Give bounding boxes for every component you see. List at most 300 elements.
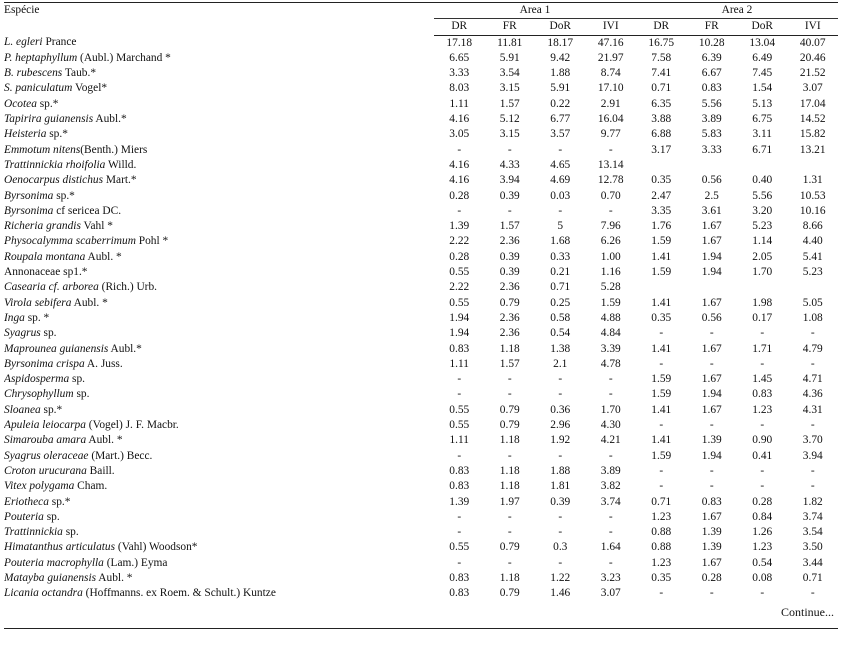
species-name-cell [4,586,434,601]
col-header-fr-area2: FR [687,19,738,35]
value-cell [788,158,839,173]
species-author: sp.* [53,189,75,202]
value-cell: 20.46 [799,51,826,64]
value-cell: - [558,449,563,462]
value-cell: 1.23 [752,403,773,416]
value-cell: 2.91 [600,97,621,110]
species-italic-name: L. egleri [4,36,43,49]
value-cell: 5.56 [752,189,773,202]
value-cell: 1.59 [651,388,672,401]
value-cell: 0.79 [499,403,520,416]
value-cell: 7.96 [600,220,621,233]
species-name-cell [4,51,434,66]
value-cell: 0.84 [752,510,773,523]
species-italic-name: Ocotea [4,97,37,110]
value-cell: - [709,357,714,370]
species-italic-name: Byrsonima crispa [4,357,85,370]
value-cell: 1.41 [651,250,672,263]
table-row [4,112,838,127]
value-cell: - [558,556,563,569]
value-cell: 2.36 [499,235,520,248]
table-row [4,173,838,188]
table-row [4,433,838,448]
value-cell: 0.83 [449,464,470,477]
value-cell: 1.98 [752,296,773,309]
species-name-cell [4,433,434,448]
value-cell: - [457,449,462,462]
col-header-dr-area1: DR [434,19,485,35]
value-cell: 1.57 [499,97,520,110]
value-cell: 0.83 [449,480,470,493]
value-cell: 17.04 [799,97,826,110]
value-cell: 0.36 [550,403,571,416]
value-cell: 3.33 [449,67,470,80]
value-cell: 6.75 [752,113,773,126]
species-italic-name: Croton urucurana [4,464,87,477]
value-cell: 3.94 [499,174,520,187]
value-cell: 1.11 [449,434,469,447]
table-row [4,219,838,234]
value-cell: - [457,143,462,156]
value-cell: 0.83 [701,82,722,95]
value-cell: - [709,419,714,432]
value-cell: 1.67 [701,556,722,569]
value-cell: 0.39 [499,250,520,263]
value-cell: 1.76 [651,220,672,233]
value-cell [687,280,738,295]
species-name-cell [4,326,434,341]
species-italic-name: Syagrus oleraceae [4,449,89,462]
value-cell: 6.77 [550,113,571,126]
value-cell: 17.18 [446,36,473,49]
table-row [4,66,838,81]
table-row [4,449,838,464]
table-body [4,35,838,601]
continue-label: Continue... [781,605,834,619]
value-cell: 8.74 [600,67,621,80]
species-author: Baill. [86,464,115,477]
species-italic-name: Himatanthus articulatus [4,541,116,554]
value-cell: 7.58 [651,51,672,64]
table-row [4,571,838,586]
value-cell: 1.39 [449,495,470,508]
value-cell: 4.31 [802,403,823,416]
species-italic-name: Pouteria [4,510,44,523]
value-cell: 1.67 [701,510,722,523]
col-header-dr-area2: DR [636,19,687,35]
value-cell: 6.39 [701,51,722,64]
value-cell: 0.88 [651,541,672,554]
value-cell: 2.1 [553,357,568,370]
value-cell: 1.23 [651,556,672,569]
value-cell: 0.79 [499,296,520,309]
value-cell: - [760,327,765,340]
value-cell: 21.52 [799,67,826,80]
value-cell: 18.17 [547,36,574,49]
value-cell: 6.26 [600,235,621,248]
species-author: Vahl * [80,220,113,233]
value-cell: 40.07 [799,36,826,49]
value-cell: 12.78 [597,174,624,187]
value-cell: 0.58 [550,311,571,324]
value-cell: - [810,480,815,493]
species-name-cell [4,35,434,51]
value-cell: 0.83 [701,495,722,508]
value-cell: - [608,143,613,156]
value-cell: 0.35 [651,571,672,584]
species-name-cell [4,495,434,510]
value-cell: 0.55 [449,419,470,432]
species-author: (Lam.) Eyma [103,556,168,569]
table-row [4,586,838,601]
value-cell: 0.28 [449,189,470,202]
value-cell: - [507,510,512,523]
value-cell: 0.39 [499,266,520,279]
species-italic-name: Maprounea guianensis [4,342,109,355]
value-cell [636,280,687,295]
species-name-cell [4,265,434,280]
value-cell: - [810,464,815,477]
table-row [4,311,838,326]
value-cell: - [457,373,462,386]
species-author: cf sericea DC. [53,204,122,217]
species-author: (Rich.) Urb. [98,281,158,294]
value-cell: 1.41 [651,342,672,355]
value-cell: - [760,464,765,477]
value-cell: 1.31 [802,174,823,187]
species-name-cell [4,479,434,494]
value-cell: - [709,464,714,477]
value-cell: - [608,449,613,462]
species-author: sp. [43,510,60,523]
value-cell: 0.79 [499,541,520,554]
value-cell: 2.05 [752,250,773,263]
species-italic-name: B. rubescens [4,67,63,80]
value-cell: 21.97 [597,51,624,64]
value-cell: 5.13 [752,97,773,110]
value-cell: 0.3 [553,541,568,554]
value-cell: 4.69 [550,174,571,187]
species-author: (Mart.) Becc. [88,449,153,462]
value-cell: 1.67 [701,342,722,355]
table-row [4,189,838,204]
species-name-cell [4,418,434,433]
value-cell: 6.35 [651,97,672,110]
value-cell: 4.88 [600,311,621,324]
value-cell: - [810,587,815,600]
species-author: Aubl. * [85,250,122,263]
value-cell: 4.40 [802,235,823,248]
value-cell: 0.25 [550,296,571,309]
value-cell: 0.83 [449,342,470,355]
value-cell: - [558,143,563,156]
species-name-cell [4,296,434,311]
value-cell: 5.91 [550,82,571,95]
value-cell: 3.35 [651,204,672,217]
species-author: Cham. [74,480,108,493]
value-cell: 1.54 [752,82,773,95]
value-cell: 3.82 [600,480,621,493]
value-cell: 4.36 [802,388,823,401]
value-cell: 1.67 [701,403,722,416]
table-row [4,387,838,402]
value-cell: 0.79 [499,587,520,600]
value-cell: 3.61 [701,204,722,217]
species-author: A. Juss. [84,357,123,370]
value-cell: 4.78 [600,357,621,370]
species-italic-name: Byrsonima [4,189,54,202]
species-italic-name: Virola sebifera [4,296,72,309]
value-cell: - [659,357,664,370]
value-cell: - [810,419,815,432]
species-italic-name: Simarouba amara [4,434,87,447]
value-cell: 1.59 [651,449,672,462]
value-cell: 13.04 [749,36,776,49]
value-cell: 1.18 [499,480,520,493]
value-cell: - [558,510,563,523]
value-cell: 3.54 [499,67,520,80]
value-cell: 1.59 [651,235,672,248]
species-name-cell [4,525,434,540]
table-row [4,418,838,433]
value-cell: 5.28 [600,281,621,294]
value-cell: - [608,526,613,539]
species-name-cell [4,66,434,81]
value-cell: 0.28 [449,250,470,263]
value-cell: 3.39 [600,342,621,355]
value-cell: 8.03 [449,82,470,95]
value-cell: 10.53 [799,189,826,202]
value-cell: 0.55 [449,296,470,309]
value-cell: - [709,480,714,493]
value-cell: - [608,204,613,217]
value-cell: 3.15 [499,82,520,95]
value-cell: 0.55 [449,541,470,554]
value-cell: - [608,556,613,569]
table-row [4,296,838,311]
value-cell: 0.39 [550,495,571,508]
value-cell: 0.56 [701,174,722,187]
value-cell: 1.26 [752,526,773,539]
species-name-cell [4,571,434,586]
value-cell: 1.18 [499,464,520,477]
value-cell: - [507,526,512,539]
value-cell: 13.21 [799,143,826,156]
value-cell: 17.10 [597,82,624,95]
value-cell: 4.21 [600,434,621,447]
species-italic-name: Vitex polygama [4,480,75,493]
value-cell: 1.68 [550,235,571,248]
value-cell: 0.54 [752,556,773,569]
value-cell: 3.07 [802,82,823,95]
value-cell: 4.79 [802,342,823,355]
value-cell: 1.81 [550,480,571,493]
value-cell: 1.92 [550,434,571,447]
value-cell: 0.71 [651,495,672,508]
species-name-cell [4,143,434,158]
species-author: (Benth.) Miers [80,143,148,156]
species-author: Aubl. * [71,296,108,309]
value-cell: - [457,526,462,539]
species-name-cell [4,81,434,96]
table-row [4,35,838,51]
value-cell: 1.39 [449,220,470,233]
value-cell: 3.44 [802,556,823,569]
species-column-header: Espécie [4,4,40,16]
species-name-cell [4,510,434,525]
value-cell: 3.15 [499,128,520,141]
value-cell: 1.97 [499,495,520,508]
value-cell: 0.83 [752,388,773,401]
species-author: Aubl. * [96,571,133,584]
value-cell: 14.52 [799,113,826,126]
species-italic-name: Trattinnickia [4,526,63,539]
value-cell: 1.22 [550,571,571,584]
value-cell: 16.75 [648,36,675,49]
table-row [4,143,838,158]
value-cell: 6.88 [651,128,672,141]
value-cell: 6.49 [752,51,773,64]
value-cell: 1.57 [499,220,520,233]
species-author: Pohl * [135,235,169,248]
value-cell: 13.14 [597,158,624,171]
value-cell: - [457,510,462,523]
species-name-cell [4,372,434,387]
value-cell: 4.16 [449,113,470,126]
value-cell: - [709,327,714,340]
species-author: (Vogel) J. F. Macbr. [85,419,179,432]
value-cell: 0.41 [752,449,773,462]
value-cell: 0.35 [651,174,672,187]
value-cell: 0.55 [449,266,470,279]
species-author: (Aubl.) Marchand * [77,51,171,64]
value-cell: - [507,388,512,401]
value-cell: - [457,556,462,569]
value-cell: - [659,419,664,432]
value-cell: 0.83 [449,571,470,584]
value-cell: 1.57 [499,357,520,370]
value-cell: 4.33 [499,158,520,171]
species-author: Aubl.* [108,342,142,355]
value-cell: 2.22 [449,281,470,294]
species-italic-name: Eriotheca [4,495,49,508]
value-cell: - [659,587,664,600]
value-cell: - [760,357,765,370]
value-cell: - [709,587,714,600]
table-row [4,127,838,142]
area-1-header: Area 1 [434,3,636,19]
value-cell: 5 [557,220,564,233]
species-name-cell [4,403,434,418]
col-header-dor-area2: DoR [737,19,788,35]
value-cell: 1.59 [651,373,672,386]
species-author: Vogel* [72,82,108,95]
value-cell: - [558,388,563,401]
species-name-cell [4,342,434,357]
species-name-cell [4,280,434,295]
value-cell: 3.50 [802,541,823,554]
species-author: sp. * [24,311,50,324]
species-italic-name: Matayba guianensis [4,571,97,584]
value-cell: 1.94 [449,327,470,340]
value-cell: - [507,556,512,569]
value-cell: 5.41 [802,250,823,263]
table-row [4,158,838,173]
value-cell: 3.23 [600,571,621,584]
species-author: Aubl.* [93,113,127,126]
table-row [4,97,838,112]
species-italic-name: Casearia cf. arborea [4,281,99,294]
value-cell: 1.46 [550,587,571,600]
col-header-dor-area1: DoR [535,19,586,35]
value-cell: 7.45 [752,67,773,80]
value-cell: 1.39 [701,526,722,539]
species-italic-name: Inga [4,311,25,324]
table-row [4,495,838,510]
value-cell [737,280,788,295]
species-name-cell [4,540,434,555]
species-author: sp. [62,526,79,539]
value-cell: 0.83 [449,587,470,600]
species-italic-name: Physocalymma scaberrimum [4,235,136,248]
species-italic-name: S. paniculatum [4,82,73,95]
species-italic-name: Chrysophyllum [4,388,74,401]
value-cell: 1.18 [499,434,520,447]
table-row [4,234,838,249]
value-cell: 1.39 [701,434,722,447]
value-cell: - [760,419,765,432]
species-name-cell [4,250,434,265]
table-row [4,250,838,265]
value-cell: 1.94 [701,250,722,263]
value-cell: 3.57 [550,128,571,141]
species-name-cell [4,112,434,127]
value-cell: 0.39 [499,189,520,202]
species-author: Mart.* [103,174,137,187]
value-cell [788,280,839,295]
value-cell: 1.11 [449,357,469,370]
value-cell: 16.04 [597,113,624,126]
value-cell: 5.83 [701,128,722,141]
value-cell: 4.71 [802,373,823,386]
value-cell: 6.71 [752,143,773,156]
value-cell: 0.88 [651,526,672,539]
species-italic-name: Licania octandra [4,587,83,600]
value-cell: 0.35 [651,311,672,324]
value-cell: 1.94 [701,388,722,401]
table-row [4,464,838,479]
value-cell: - [457,204,462,217]
value-cell: 11.81 [497,36,523,49]
value-cell: 4.16 [449,174,470,187]
value-cell: 1.41 [651,434,672,447]
species-author: (Vahl) Woodson* [115,541,198,554]
value-cell: 3.94 [802,449,823,462]
table-row [4,265,838,280]
value-cell: 0.56 [701,311,722,324]
species-italic-name: Trattinnickia rhoifolia [4,158,106,171]
value-cell: 0.90 [752,434,773,447]
table-row [4,81,838,96]
value-cell: 1.94 [701,449,722,462]
value-cell: 0.28 [701,571,722,584]
species-italic-name: Byrsonima [4,204,54,217]
value-cell: 47.16 [597,36,624,49]
species-name-cell [4,219,434,234]
value-cell: 6.67 [701,67,722,80]
table-row [4,204,838,219]
value-cell: 1.59 [600,296,621,309]
